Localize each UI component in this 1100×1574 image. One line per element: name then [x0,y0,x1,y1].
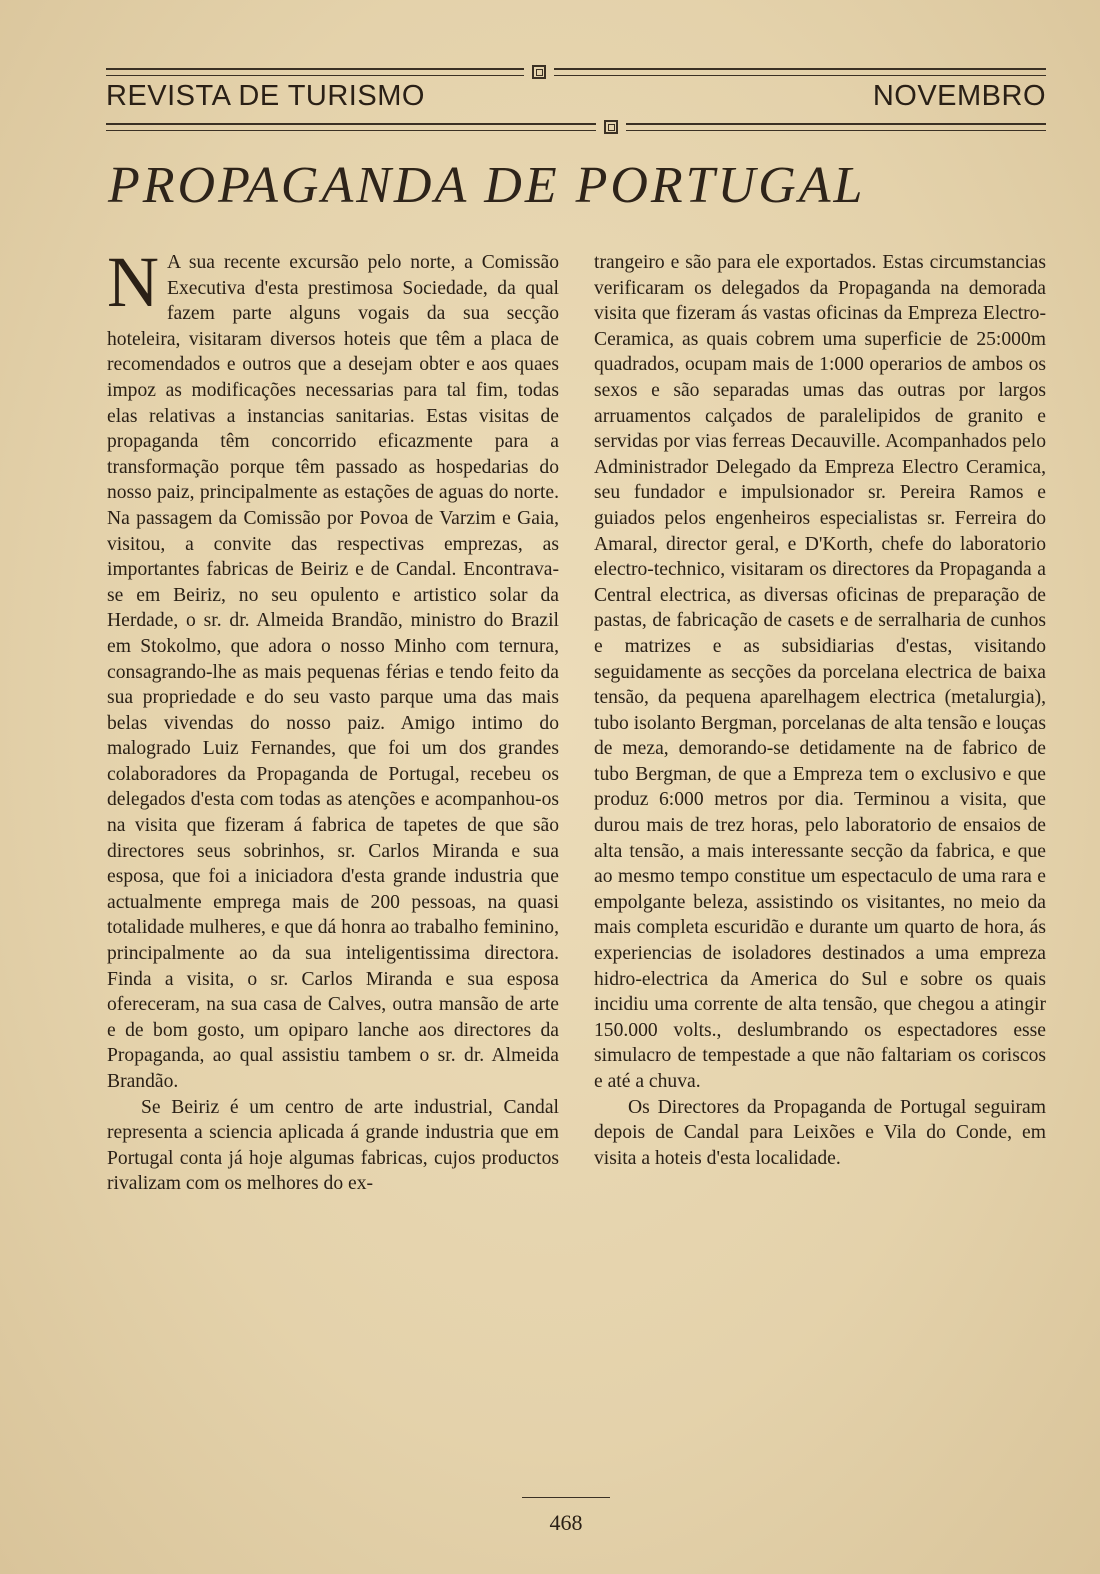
page-number: 468 [549,1510,583,1535]
right-column [594,250,1046,1171]
header-top-rule [106,64,1046,80]
paragraph: Os Directores da Propaganda de Portugal seguiram depois de Candal para Leixões e Vila do Conde, em visita a hoteis d'esta localidade. [594,1096,1046,1169]
left-column [107,242,559,1197]
magazine-name: REVISTA DE TURISMO [106,80,425,112]
paragraph-text: A sua recente excursão pelo norte, a Comissão Executiva d'esta prestimosa Sociedade, da qual fazem parte alguns vogais da sua secção hoteleira, visitaram diversos hoteis que têm a placa de recomendados e outros que a desejam obter e aos quaes impoz as modificações necessarias para tal fim, todas elas relativas a instancias sanitarias. Estas visitas de propaganda têm concorrido eficazmente para a transformação porque têm passado as hospedarias do nosso paiz, principalmente as estações de aguas do norte. Na passagem da Comissão por Povoa de Varzim e Gaia, visitou, a convite das respectivas emprezas, as importantes fabricas de Beiriz e de Candal. Encontrava-se em Beiriz, no seu opulento e artistico solar da Herdade, o sr. dr. Almeida Brandão, ministro do Brazil em Stokolmo, que adora o nosso Minho com ternura, consagrando-lhe as mais pequenas férias e tendo feito da sua propriedade e do seu vasto parque uma das mais belas vivendas do nosso paiz. Amigo intimo do malogrado Luiz Fernandes, que foi um dos grandes colaboradores da Propaganda de Portugal, recebeu os delegados d'esta com todas as atenções e acompanhou-os na visita que fizeram á fabrica de tapetes de que são directores seus sobrinhos, sr. Carlos Miranda e sua esposa, que foi a iniciadora d'esta grande industria que actualmente emprega mais de 200 pessoas, na quasi totalidade mulheres, e que dá honra ao trabalho feminino, principalmente ao da sua inteligentissima directora. Finda a visita, o sr. Carlos Miranda e sua esposa ofereceram, na sua casa de Calves, outra mansão de arte e de bom gosto, um opiparo lanche aos directores da Propaganda, ao qual assistiu tambem o sr. dr. Almeida Brandão. [107,252,559,1092]
issue-month: NOVEMBRO [872,80,1046,112]
paragraph: Se Beiriz é um centro de arte industrial, Candal representa a sciencia aplicada á grande industria que em Portugal conta já hoje algumas fabricas, cujos productos rivalizam com os melhores do ex- [107,1096,559,1195]
paragraph [107,242,559,1095]
footer-rule [522,1497,610,1498]
drop-cap: N [107,242,159,322]
paragraph: trangeiro e são para ele exportados. Estas circumstancias verificaram os delegados da Propaganda na demorada visita que fizeram ás vastas oficinas da Empreza Electro-Ceramica, as quais cobrem uma superficie de 25:000m quadrados, ocupam mais de 1:000 operarios de ambos os sexos e são separadas umas das outras por largos arruamentos calçados de paralelipidos de granito e servidas por vias ferreas Decauville. Acompanhados pelo Administrador Delegado da Empreza Electro Ceramica, seu fundador e impulsionador sr. Pereira Ramos e guiados pelos engenheiros especialistas sr. Ferreira do Amaral, director geral, e D'Korth, chefe do laboratorio electro-technico, visitaram os directores da Propaganda a Central electrica, as diversas oficinas de preparação de pastas, de fabricação de casets e de serralharia de cunhos e matrizes e as subsidiarias d'estas, visitando seguidamente as secções da porcelana electrica de baixa tensão, da pequena aparelhagem electrica (metalurgia), tubo isolanto Bergman, porcelanas de alta tensão e louças de meza, demorando-se detidamente na de fabrico de tubo Bergman, de que a Empreza tem o exclusivo e que produz 6:000 metros por dia. Terminou a visita, que durou mais de trez horas, pelo laboratorio de ensaios de alta tensão, a mais interessante secção da fabrica, e que ao mesmo tempo constitue um espectaculo de uma rara e empolgante beleza, assistindo os visitantes, no meio da mais completa escuridão e durante um quarto de hora, ás experiencias de isoladores destinados a uma empreza hidro-electrica da America do Sul e sobre os quais incidiu uma corrente de alta tensão, que chegou a atingir 150.000 volts., deslumbrando os espectadores esse simulacro de tempestade a que não faltariam os coriscos e até a chuva. [594,252,1046,1092]
article-title: PROPAGANDA DE PORTUGAL [108,157,866,214]
ornament-icon [604,120,618,134]
ornament-icon [532,65,546,79]
running-header [106,80,1046,114]
header-bottom-rule [106,119,1046,135]
